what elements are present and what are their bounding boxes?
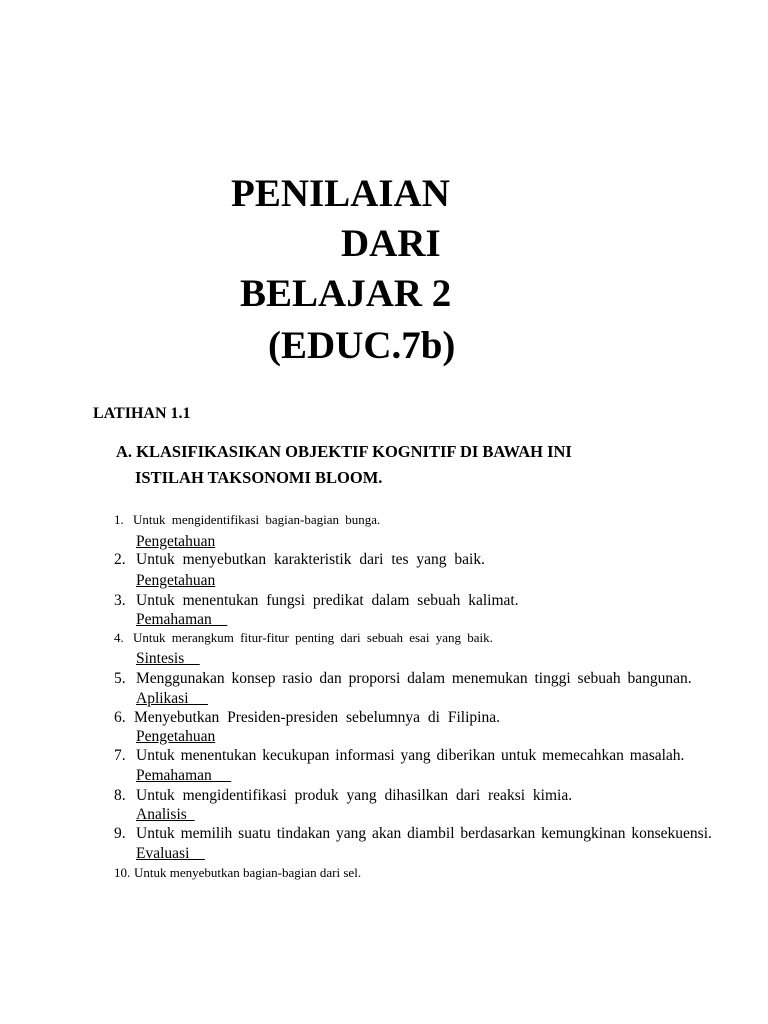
item-number: 1. xyxy=(114,512,124,527)
item-text: Untuk menyebutkan karakteristik dari tes yang baik. xyxy=(136,551,485,568)
item-text: Untuk merangkum fitur-fitur penting dari sebuah esai yang baik. xyxy=(133,630,493,645)
item-text: Untuk menyebutkan bagian-bagian dari sel. xyxy=(134,865,362,880)
instruction-line-1: A. KLASIFIKASIKAN OBJEKTIF KOGNITIF DI BAWAH INI xyxy=(116,442,572,461)
item-number: 5. xyxy=(114,670,126,687)
item-number: 6. xyxy=(114,709,126,726)
title-line-4: (EDUC.7b) xyxy=(268,324,456,367)
item-number: 3. xyxy=(114,592,126,609)
item-text: Untuk mengidentifikasi bagian-bagian bunga. xyxy=(133,512,381,527)
title-line-3: BELAJAR 2 xyxy=(240,272,452,315)
item-answer: Pengetahuan xyxy=(136,728,216,745)
item-answer: Sintesis xyxy=(136,650,200,667)
item-number: 8. xyxy=(114,787,126,804)
item-number: 9. xyxy=(114,825,126,842)
item-text: Untuk menentukan kecukupan informasi yang diberikan untuk memecahkan masalah. xyxy=(136,747,685,764)
item-answer: Pengetahuan xyxy=(136,533,216,550)
item-answer: Analisis xyxy=(136,806,195,823)
section-heading: LATIHAN 1.1 xyxy=(93,405,191,422)
item-number: 4. xyxy=(114,630,124,645)
item-answer: Pemahaman xyxy=(136,767,232,784)
item-text: Untuk memilih suatu tindakan yang akan diambil berdasarkan kemungkinan konsekuensi. xyxy=(136,825,712,842)
item-text: Untuk menentukan fungsi predikat dalam sebuah kalimat. xyxy=(136,592,519,609)
item-answer: Evaluasi xyxy=(136,845,205,862)
item-text: Untuk mengidentifikasi produk yang dihasilkan dari reaksi kimia. xyxy=(136,787,573,804)
item-text: Menyebutkan Presiden-presiden sebelumnya di Filipina. xyxy=(134,709,500,726)
item-number: 10. xyxy=(114,865,131,880)
title-line-1: PENILAIAN xyxy=(231,172,450,215)
item-answer: Aplikasi xyxy=(136,690,208,707)
item-number: 7. xyxy=(114,747,126,764)
instruction-line-2: ISTILAH TAKSONOMI BLOOM. xyxy=(135,468,383,487)
item-answer: Pengetahuan xyxy=(136,572,216,589)
title-line-2: DARI xyxy=(341,222,441,265)
item-answer: Pemahaman xyxy=(136,611,228,628)
item-text: Menggunakan konsep rasio dan proporsi dalam menemukan tinggi sebuah bangunan. xyxy=(136,670,692,687)
item-number: 2. xyxy=(114,551,126,568)
